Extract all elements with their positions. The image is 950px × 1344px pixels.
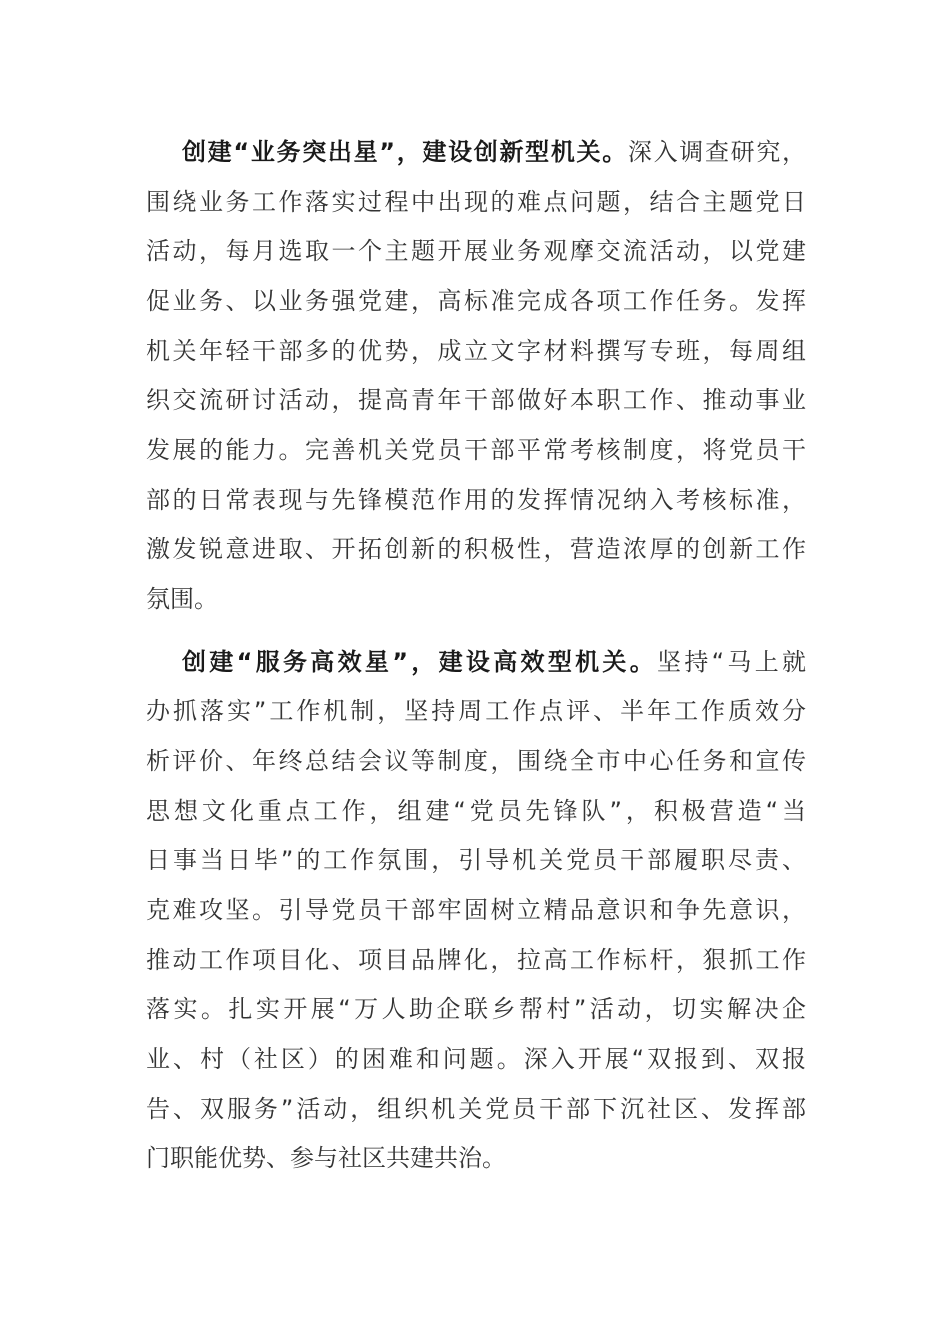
paragraph-text: 深入调查研究， bbox=[627, 138, 807, 166]
paragraph-line bbox=[182, 127, 806, 177]
paragraph-line: 门职能优势、参与社区共建共治。 bbox=[146, 1144, 506, 1172]
paragraph-line: 析评价、年终总结会议等制度，围绕全市中心任务和宣传 bbox=[146, 747, 806, 775]
paragraph-line: 业、村（社区）的困难和问题。深入开展“双报到、双报 bbox=[146, 1045, 806, 1073]
paragraph-line: 促业务、以业务强党建，高标准完成各项工作任务。发挥 bbox=[146, 287, 806, 315]
paragraph-line: 推动工作项目化、项目品牌化，拉高工作标杆，狠抓工作 bbox=[146, 946, 806, 974]
paragraph-line: 围绕业务工作落实过程中出现的难点问题，结合主题党日 bbox=[146, 188, 806, 216]
paragraph-line: 发展的能力。完善机关党员干部平常考核制度，将党员干 bbox=[146, 436, 806, 464]
paragraph-line bbox=[182, 637, 806, 687]
paragraph-line: 克难攻坚。引导党员干部牢固树立精品意识和争先意识， bbox=[146, 896, 806, 924]
paragraph-line: 织交流研讨活动，提高青年干部做好本职工作、推动事业 bbox=[146, 386, 806, 414]
paragraph-lead: 创建“服务高效星”，建设高效型机关。 bbox=[182, 648, 658, 676]
paragraph-line: 活动，每月选取一个主题开展业务观摩交流活动，以党建 bbox=[146, 237, 806, 265]
paragraph-line: 思想文化重点工作，组建“党员先锋队”，积极营造“当 bbox=[146, 797, 806, 825]
paragraph-text: 坚持“马上就 bbox=[657, 648, 807, 676]
paragraph-line: 机关年轻干部多的优势，成立文字材料撰写专班，每周组 bbox=[146, 337, 806, 365]
paragraph-line: 部的日常表现与先锋模范作用的发挥情况纳入考核标准， bbox=[146, 486, 806, 514]
paragraph-line: 日事当日毕”的工作氛围，引导机关党员干部履职尽责、 bbox=[146, 846, 806, 874]
paragraph-line: 激发锐意进取、开拓创新的积极性，营造浓厚的创新工作 bbox=[146, 535, 806, 563]
paragraph-line: 氛围。 bbox=[146, 585, 218, 613]
paragraph-lead: 创建“业务突出星”，建设创新型机关。 bbox=[182, 138, 628, 166]
paragraph-line: 告、双服务”活动，组织机关党员干部下沉社区、发挥部 bbox=[146, 1095, 806, 1123]
paragraph-line: 落实。扎实开展“万人助企联乡帮村”活动，切实解决企 bbox=[146, 995, 806, 1023]
paragraph-line: 办抓落实”工作机制，坚持周工作点评、半年工作质效分 bbox=[146, 697, 806, 725]
